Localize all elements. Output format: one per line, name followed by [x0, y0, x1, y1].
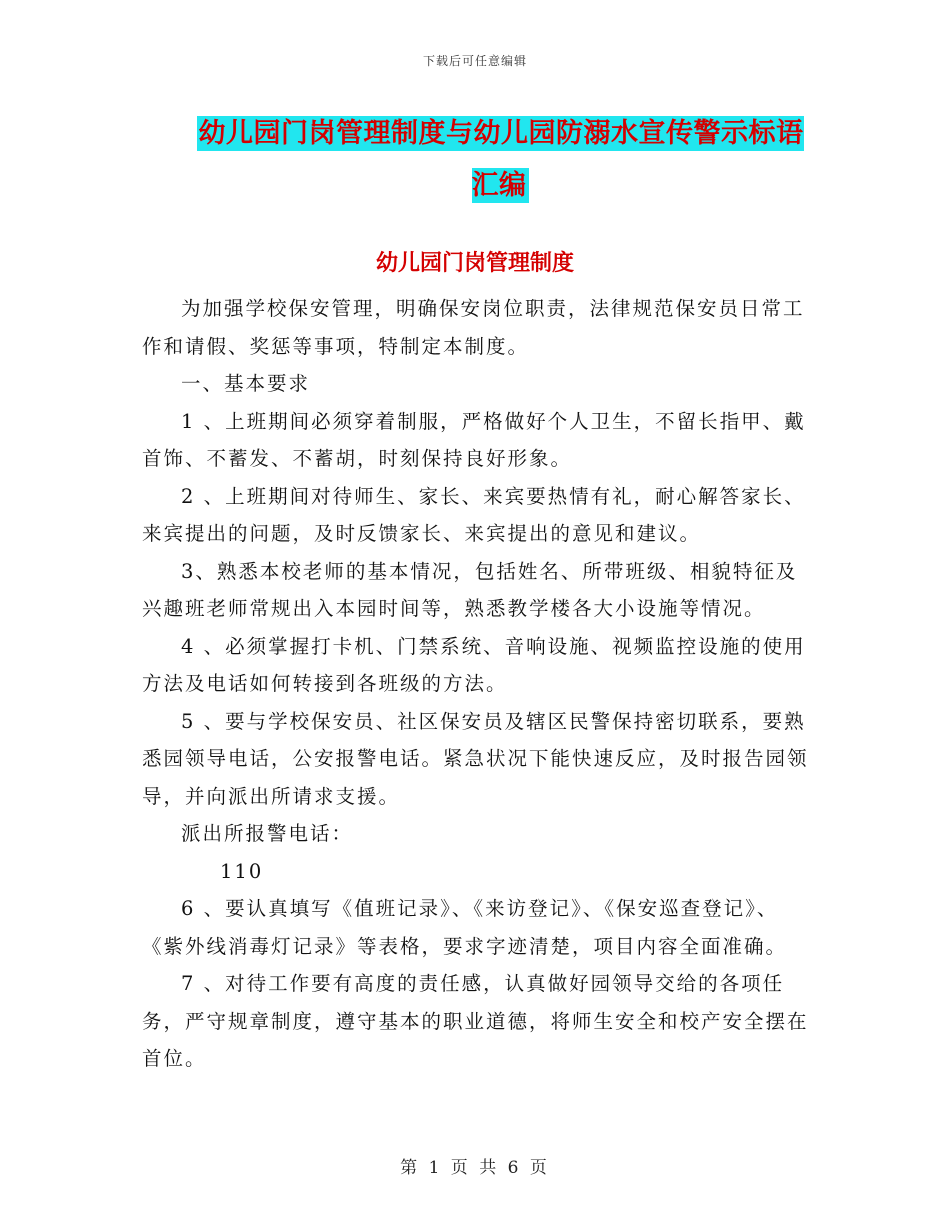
- paragraph-item-2: 2 、上班期间对待师生、家长、来宾要热情有礼，耐心解答家长、来宾提出的问题，及时反馈家长、来宾提出的意见和建议。: [142, 484, 806, 545]
- paragraph-heading-basic-requirements: 一、基本要求: [181, 372, 311, 395]
- page-footer: 第 1 页 共 6 页: [400, 1158, 550, 1178]
- document-title-text: 幼儿园门岗管理制度与幼儿园防溺水宣传警示标语汇编: [198, 118, 804, 201]
- document-body: [142, 290, 810, 1078]
- paragraph-police-phone-number: 110: [220, 859, 264, 883]
- paragraph-item-1: 1 、上班期间必须穿着制服，严格做好个人卫生，不留长指甲、戴首饰、不蓄发、不蓄胡，时刻保持良好形象。: [142, 409, 806, 470]
- paragraph-item-4: 4 、必须掌握打卡机、门禁系统、音响设施、视频监控设施的使用方法及电话如何转接到各班级的方法。: [142, 634, 806, 695]
- paragraph-police-phone-label: 派出所报警电话：: [181, 822, 354, 845]
- section-title: 幼儿园门岗管理制度: [375, 251, 574, 276]
- paragraph-item-7: 7 、对待工作要有高度的责任感，认真做好园领导交给的各项任务，严守规章制度，遵守基本的职业道德，将师生安全和校产安全摆在首位。: [142, 972, 809, 1070]
- paragraph-item-6: 6 、要认真填写《值班记录》、《来访登记》、《保安巡查登记》、《紫外线消毒灯记录》等表格，要求字迹清楚，项目内容全面准确。: [142, 897, 788, 958]
- document-title: [190, 108, 810, 212]
- paragraph-intro: 为加强学校保安管理，明确保安岗位职责，法律规范保安员日常工作和请假、奖惩等事项，特制定本制度。: [142, 297, 805, 358]
- paragraph-item-3: 3、熟悉本校老师的基本情况，包括姓名、所带班级、相貌特征及兴趣班老师常规出入本园时间等，熟悉教学楼各大小设施等情况。: [142, 559, 798, 620]
- header-note: 下载后可任意编辑: [422, 54, 527, 68]
- paragraph-item-5: 5 、要与学校保安员、社区保安员及辖区民警保持密切联系，要熟悉园领导电话，公安报警电话。紧急状况下能快速反应，及时报告园领导，并向派出所请求支援。: [142, 709, 809, 808]
